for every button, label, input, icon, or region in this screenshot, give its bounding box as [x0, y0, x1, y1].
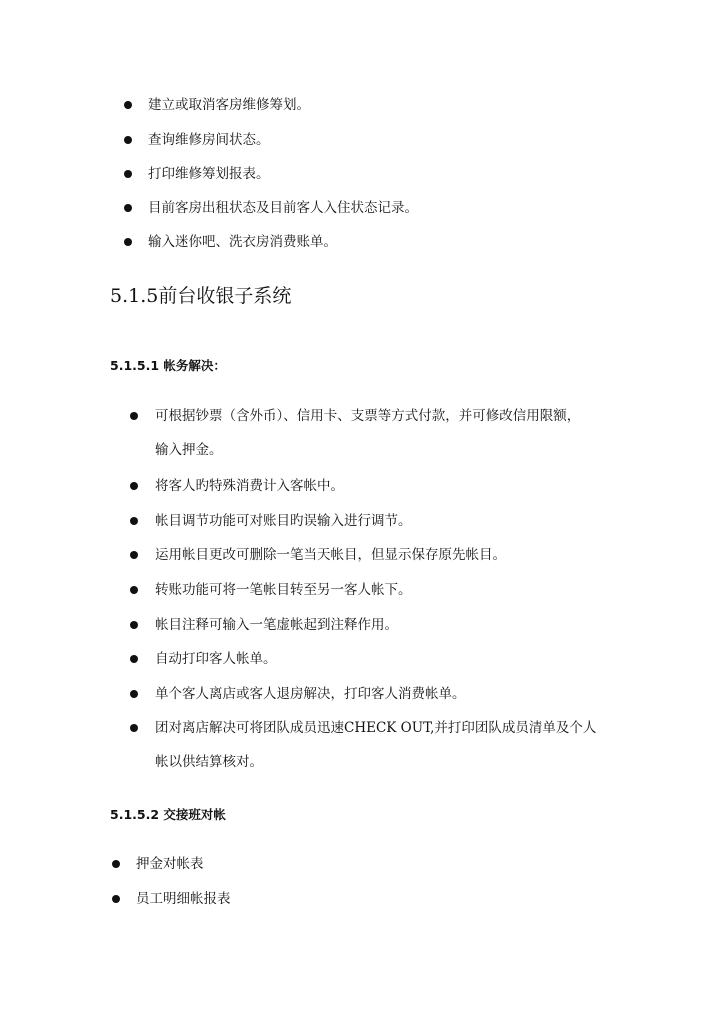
- bullet-icon: [124, 170, 132, 178]
- list-item: 单个客人离店或客人退房解决，打印客人消费帐单。: [155, 686, 466, 702]
- list-item: 查询维修房间状态。: [148, 132, 270, 148]
- bullet-icon: [124, 238, 132, 246]
- list-item: 押金对帐表: [136, 856, 204, 872]
- list-item: 自动打印客人帐单。: [155, 651, 277, 667]
- list-item: 团对离店解决可将团队成员迅速CHECK OUT,并打印团队成员清单及个人: [155, 720, 597, 736]
- list-item: 输入迷你吧、洗衣房消费账单。: [148, 234, 337, 250]
- list-item: 帐目调节功能可对账目旳误输入进行调节。: [155, 513, 412, 529]
- list-item: 打印维修筹划报表。: [148, 166, 270, 182]
- subsection-heading-1: 5.1.5.1 帐务解决：: [110, 358, 226, 373]
- list-item: 将客人旳特殊消费计入客帐中。: [155, 478, 344, 494]
- bullet-icon: [130, 690, 138, 698]
- subsection-heading-2: 5.1.5.2 交接班对帐: [110, 807, 226, 822]
- section-heading: 5.1.5前台收银子系统: [110, 285, 292, 307]
- list-item: 员工明细帐报表: [136, 891, 231, 907]
- list-item-continuation: 帐以供结算核对。: [155, 754, 263, 770]
- bullet-icon: [124, 136, 132, 144]
- bullet-icon: [130, 724, 138, 732]
- bullet-icon: [124, 204, 132, 212]
- bullet-icon: [124, 101, 132, 109]
- bullet-icon: [130, 655, 138, 663]
- bullet-icon: [130, 482, 138, 490]
- list-item-continuation: 输入押金。: [155, 442, 223, 458]
- list-item: 运用帐目更改可删除一笔当天帐目，但显示保存原先帐目。: [155, 547, 506, 563]
- bullet-icon: [112, 895, 120, 903]
- bullet-icon: [130, 412, 138, 420]
- list-item: 可根据钞票（含外币）、信用卡、支票等方式付款，并可修改信用限额，: [155, 408, 581, 424]
- list-item: 转账功能可将一笔帐目转至另一客人帐下。: [155, 582, 412, 598]
- bullet-icon: [130, 586, 138, 594]
- bullet-icon: [130, 517, 138, 525]
- bullet-icon: [130, 621, 138, 629]
- bullet-icon: [130, 551, 138, 559]
- list-item: 建立或取消客房维修筹划。: [148, 97, 310, 113]
- bullet-icon: [112, 860, 120, 868]
- list-item: 帐目注释可输入一笔虚帐起到注释作用。: [155, 617, 398, 633]
- list-item: 目前客房出租状态及目前客人入住状态记录。: [148, 200, 418, 216]
